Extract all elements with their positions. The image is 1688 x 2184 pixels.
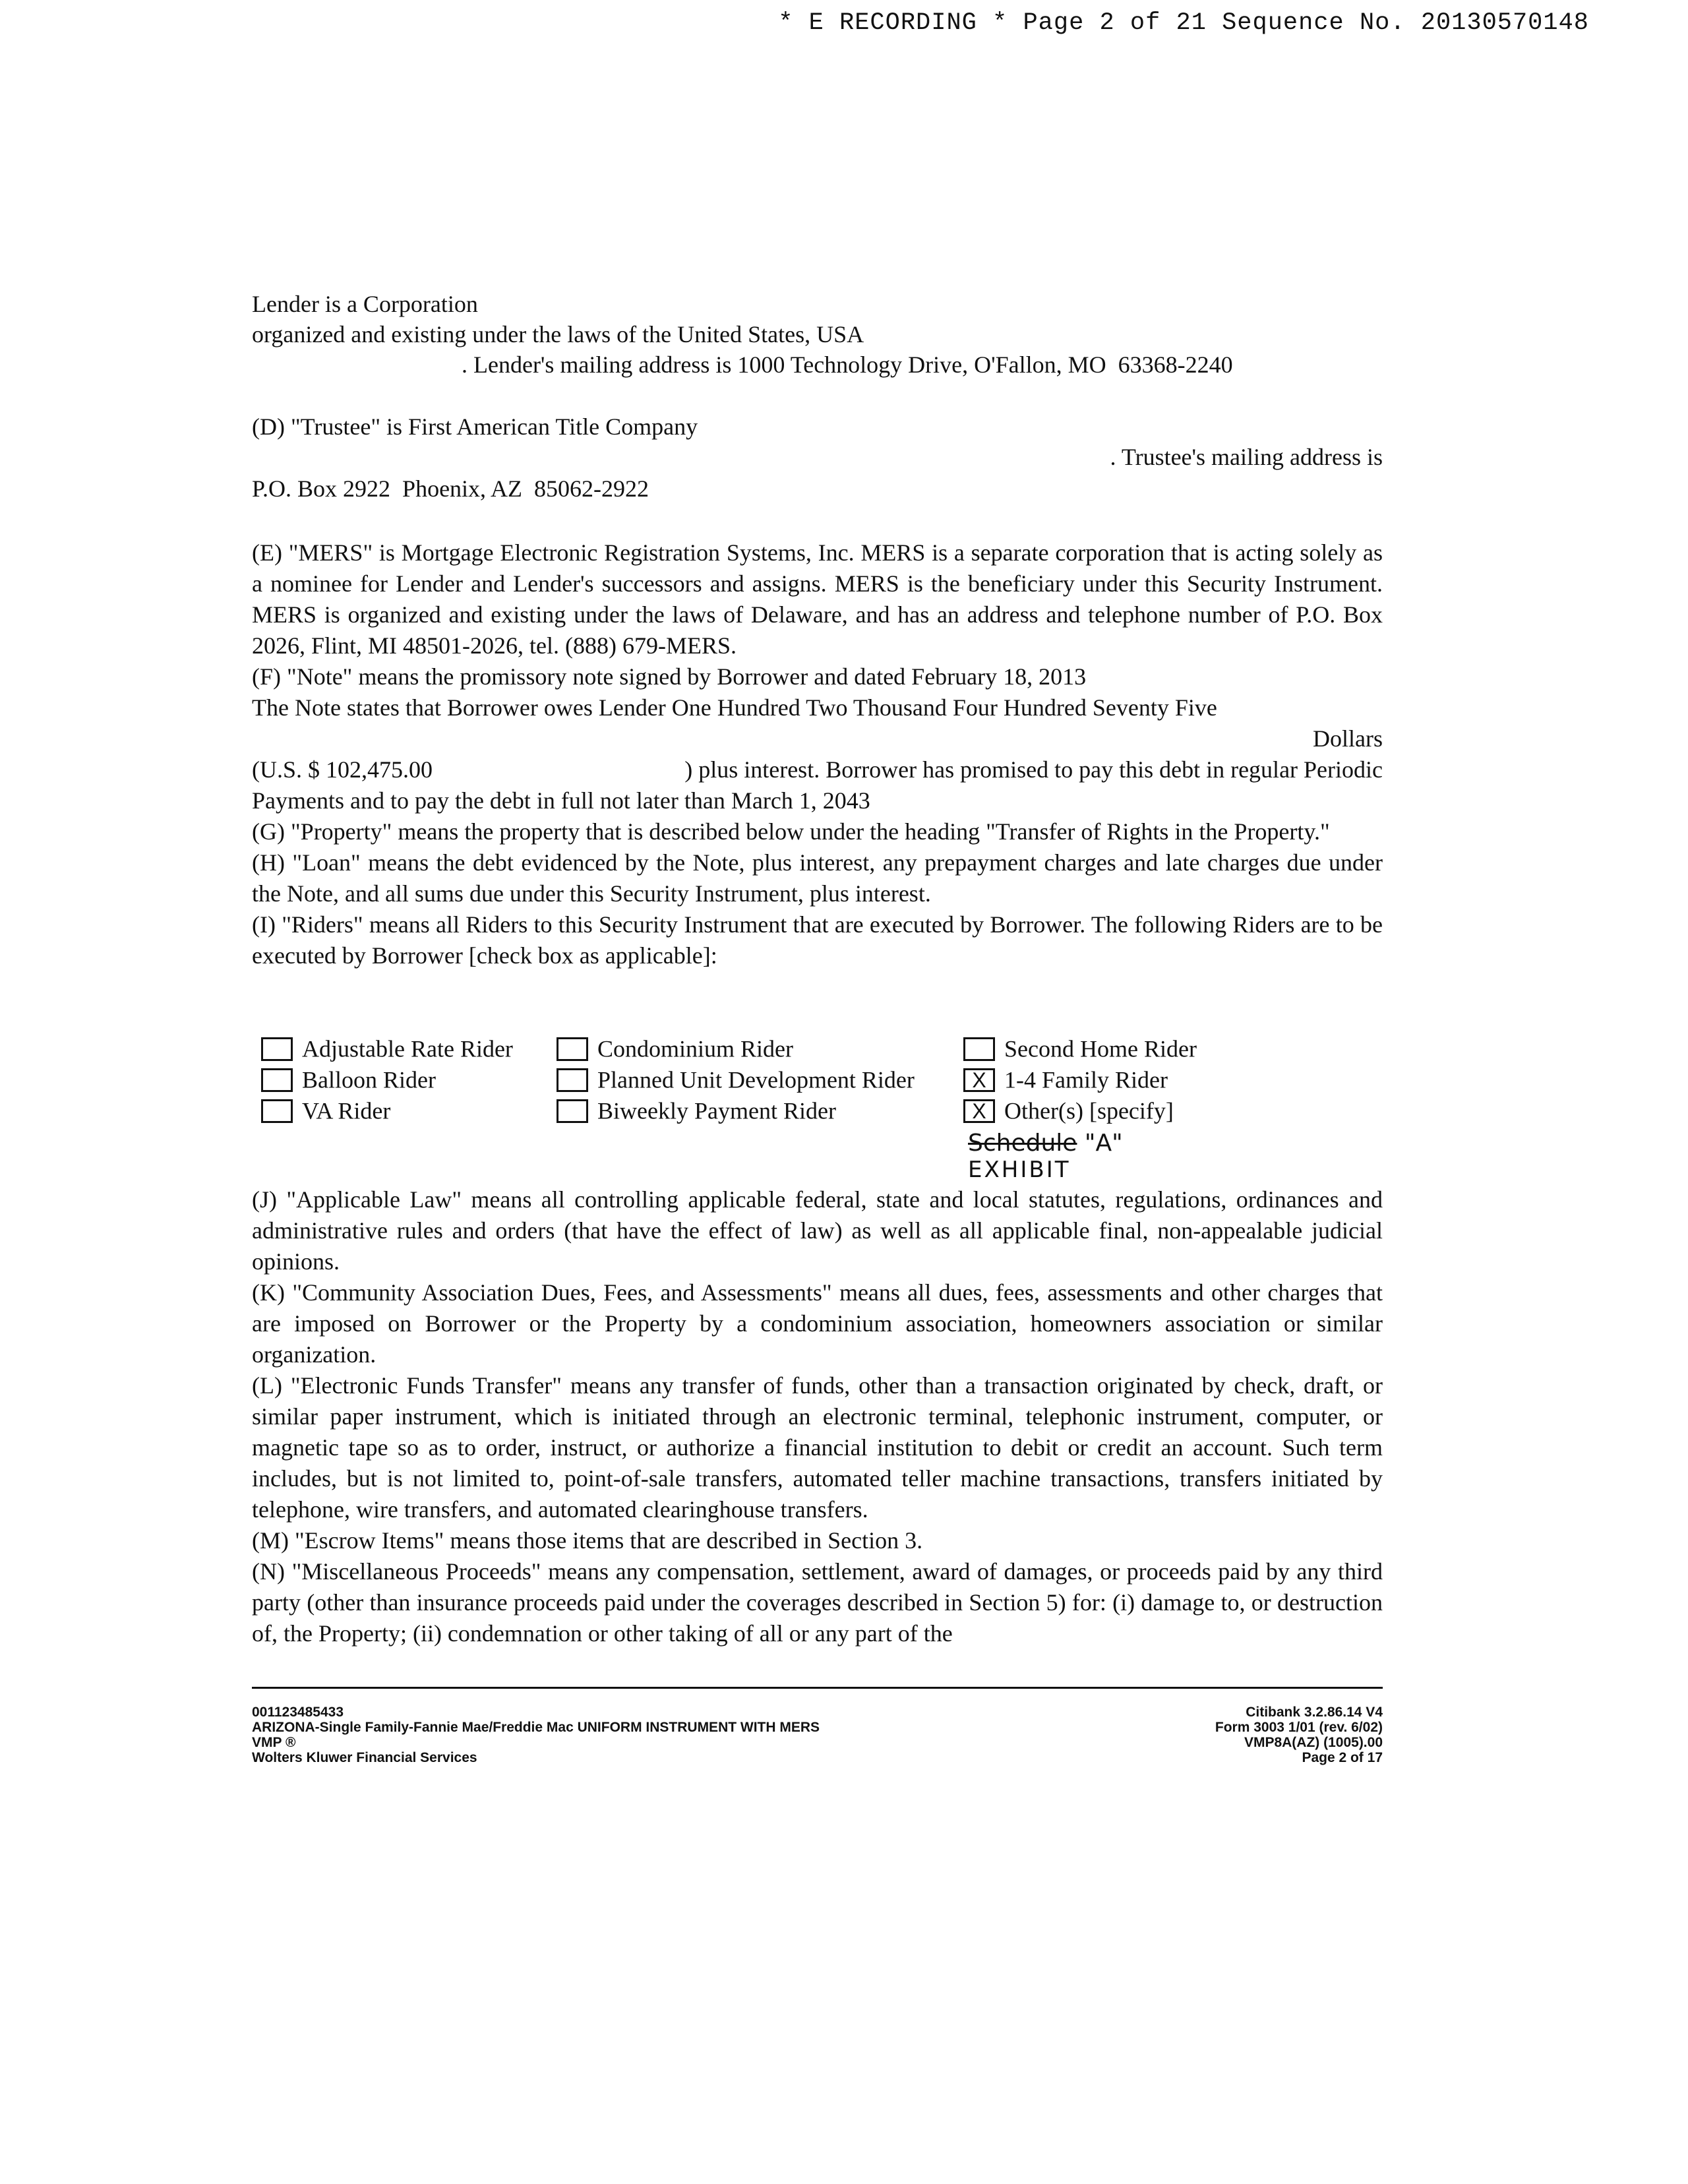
checkbox-checked[interactable]: X (963, 1068, 995, 1092)
applicable-law-definition: (J) "Applicable Law" means all controlling applicable federal, state and local statutes, regulations, ordinances and administrative rules and orders (that have the effect of law) as well as all applicable final, non-appealable judicial opinions. (252, 1186, 1383, 1275)
publisher: Wolters Kluwer Financial Services (252, 1750, 477, 1765)
form-title: ARIZONA-Single Family-Fannie Mae/Freddie Mac UNIFORM INSTRUMENT WITH MERS (252, 1720, 820, 1735)
rider-balloon[interactable]: Balloon Rider (261, 1064, 436, 1091)
riders-definition: (I) "Riders" means all Riders to this Security Instrument that are executed by Borrower. The following Riders are to be executed by Borrower [check box as applicable]: (252, 911, 1383, 969)
checkbox[interactable] (557, 1037, 588, 1061)
rider-1-4-family[interactable]: X 1-4 Family Rider (963, 1064, 1168, 1091)
vmp-code: VMP8A(AZ) (1005).00 (1244, 1735, 1383, 1750)
loan-number: 001123485433 (252, 1705, 344, 1720)
rider-adjustable-rate[interactable]: Adjustable Rate Rider (261, 1033, 513, 1060)
lender-line-1: Lender is a Corporation (252, 291, 478, 317)
vmp-mark: VMP ® (252, 1735, 296, 1750)
note-amount-line (252, 754, 1383, 785)
trustee-line-1: (D) "Trustee" is First American Title Company (252, 413, 698, 440)
note-maturity: Payments and to pay the debt in full not later than March 1, 2043 (252, 787, 870, 814)
checkbox-checked[interactable]: X (963, 1099, 995, 1123)
checkbox[interactable] (557, 1068, 588, 1092)
rider-biweekly[interactable]: Biweekly Payment Rider (557, 1095, 836, 1122)
checkbox[interactable] (963, 1037, 995, 1061)
rider-other[interactable]: X Other(s) [specify] (963, 1095, 1174, 1122)
definitions-part-1 (252, 537, 1383, 971)
rider-va[interactable]: VA Rider (261, 1095, 390, 1122)
mers-definition: (E) "MERS" is Mortgage Electronic Registration Systems, Inc. MERS is a separate corporation that is acting solely as a nominee for Lender and Lender's successors and assigns. MERS is the beneficiary under this Security Instrument. MERS is organized and existing under the laws of Delaware, and has an address and telephone number of P.O. Box 2026, Flint, MI 48501-2026, tel. (888) 679-MERS. (252, 539, 1383, 659)
eft-definition: (L) "Electronic Funds Transfer" means any transfer of funds, other than a transaction originated by check, draft, or similar paper instrument, which is initiated through an electronic terminal, telephonic instrument, computer, or magnetic tape so as to order, instruct, or authorize a financial institution to debit or credit an account. Such term includes, but is not limited to, point-of-sale transfers, automated teller machine transactions, transfers initiated by telephone, wire transfers, and automated clearinghouse transfers. (252, 1372, 1383, 1523)
trustee-line-2: . Trustee's mailing address is (1110, 444, 1383, 470)
recording-header: * E RECORDING * Page 2 of 21 Sequence No. 20130570148 (778, 9, 1589, 37)
property-definition: (G) "Property" means the property that is described below under the heading "Transfer of Rights in the Property." (252, 818, 1330, 845)
version: Citibank 3.2.86.14 V4 (1246, 1705, 1383, 1720)
page-number: Page 2 of 17 (1302, 1750, 1383, 1765)
footer-right (1215, 1705, 1383, 1765)
loan-definition: (H) "Loan" means the debt evidenced by the Note, plus interest, any prepayment charges and late charges due under the Note, and all sums due under this Security Instrument, plus interest. (252, 849, 1383, 907)
handwritten-exhibit: EXHIBIT (968, 1157, 1071, 1183)
rider-second-home[interactable]: Second Home Rider (963, 1033, 1197, 1060)
rider-condominium[interactable]: Condominium Rider (557, 1033, 793, 1060)
struck-schedule: Schedule (968, 1130, 1077, 1157)
note-plus-interest: ) plus interest. Borrower has promised to pay this debt in regular Periodic (684, 756, 1383, 783)
community-association-definition: (K) "Community Association Dues, Fees, and Assessments" means all dues, fees, assessments and other charges that are imposed on Borrower or the Property by a condominium association, homeowners association or similar organization. (252, 1279, 1383, 1368)
definitions-part-2 (252, 1184, 1383, 1649)
misc-proceeds-definition: (N) "Miscellaneous Proceeds" means any compensation, settlement, award of damages, or proceeds paid by any third party (other than insurance proceeds paid under the coverages described in Section 5) for: (i) damage to, or destruction of, the Property; (ii) condemnation or other taking of all or any part of the (252, 1558, 1383, 1647)
note-line-2: The Note states that Borrower owes Lender One Hundred Two Thousand Four Hundred Seventy Five (252, 694, 1217, 721)
checkbox[interactable] (261, 1037, 293, 1061)
note-amount: (U.S. $ 102,475.00 (252, 756, 433, 783)
footer-divider (252, 1687, 1383, 1689)
note-dollars: Dollars (1313, 725, 1383, 752)
checkbox[interactable] (261, 1099, 293, 1123)
schedule-letter: "A" (1084, 1130, 1123, 1157)
rider-pud[interactable]: Planned Unit Development Rider (557, 1064, 915, 1091)
lender-address: . Lender's mailing address is 1000 Technology Drive, O'Fallon, MO 63368-2240 (462, 351, 1233, 378)
note-line-1: (F) "Note" means the promissory note signed by Borrower and dated February 18, 2013 (252, 663, 1087, 690)
trustee-address: P.O. Box 2922 Phoenix, AZ 85062-2922 (252, 475, 649, 502)
footer-left (252, 1705, 820, 1765)
other-rider-specification (968, 1130, 1123, 1183)
escrow-definition: (M) "Escrow Items" means those items that are described in Section 3. (252, 1527, 923, 1554)
lender-line-2: organized and existing under the laws of the United States, USA (252, 321, 864, 348)
checkbox[interactable] (261, 1068, 293, 1092)
checkbox[interactable] (557, 1099, 588, 1123)
form-number: Form 3003 1/01 (rev. 6/02) (1215, 1720, 1383, 1735)
